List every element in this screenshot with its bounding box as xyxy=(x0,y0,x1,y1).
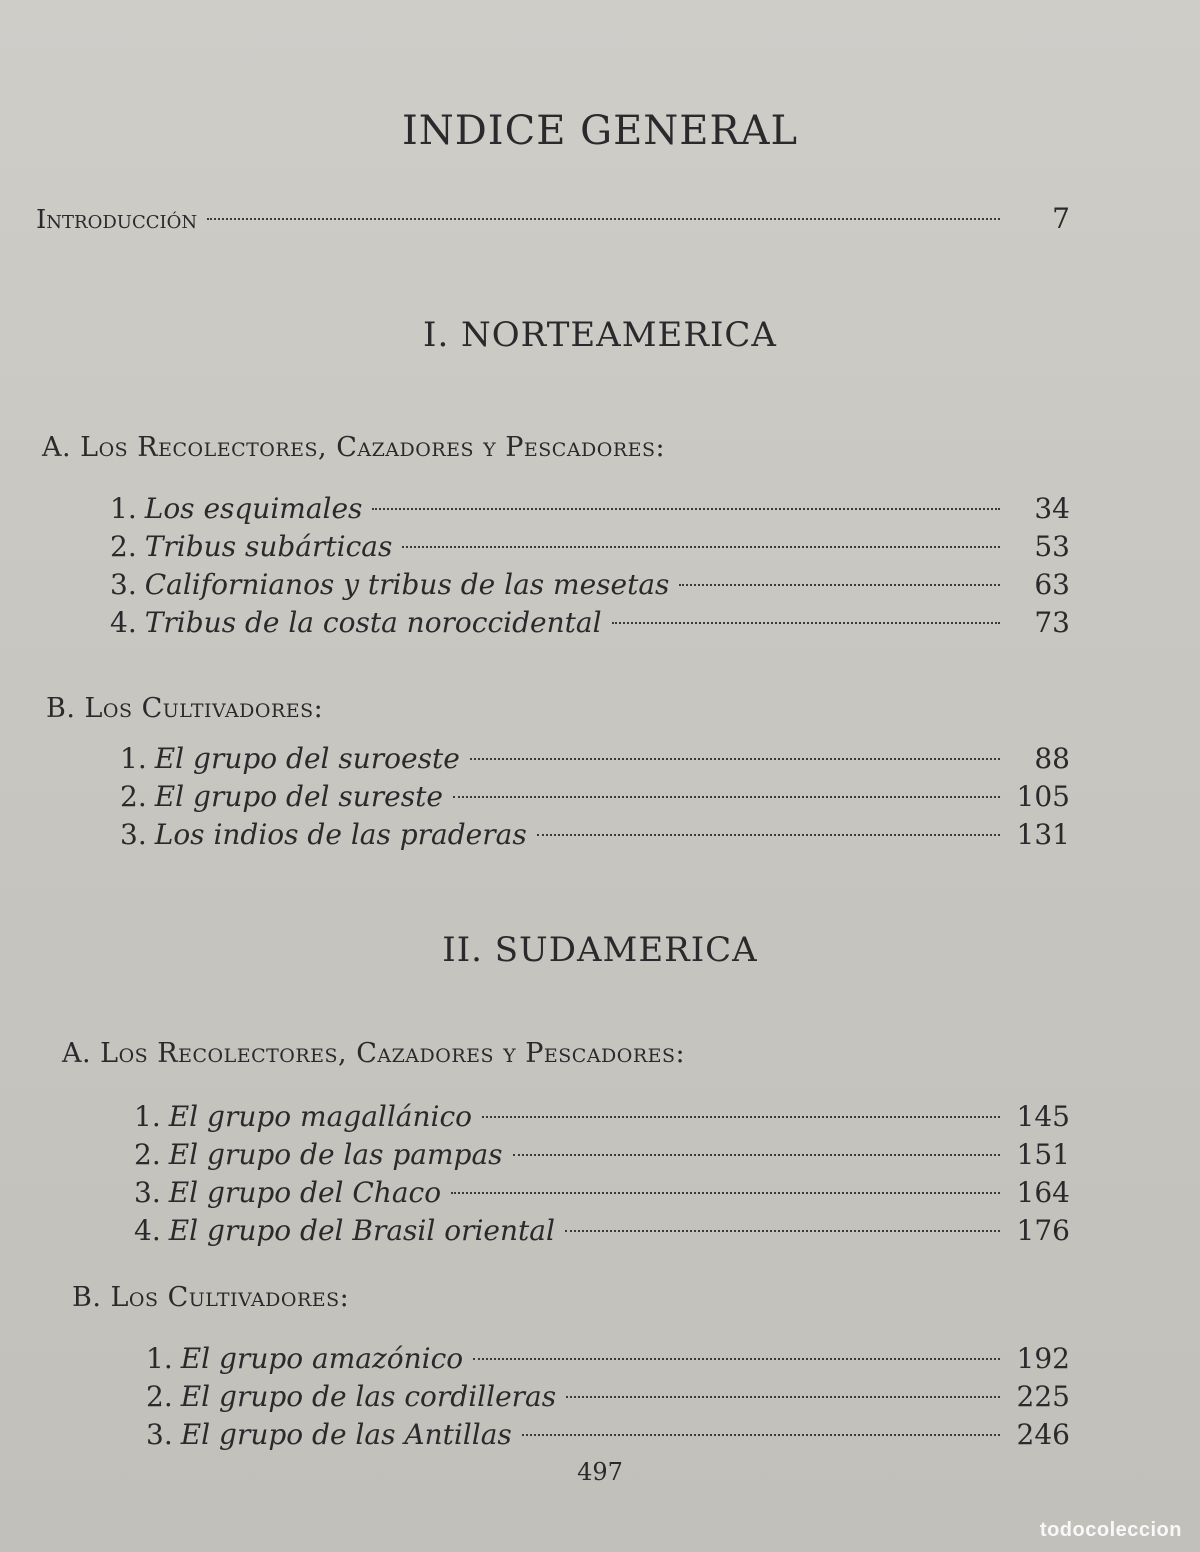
section-heading: A. Los Recolectores, Cazadores y Pescadores: xyxy=(62,1038,686,1069)
toc-entry xyxy=(110,568,1070,606)
leader-dots xyxy=(679,584,1000,586)
leader-dots xyxy=(453,796,1000,798)
part-heading-2: II. SUDAMERICA xyxy=(442,930,758,970)
toc-entry-label: 2. El grupo del sureste xyxy=(120,780,443,813)
toc-entry-label: 3. Californianos y tribus de las mesetas xyxy=(110,568,670,601)
toc-page-number: 88 xyxy=(1034,742,1070,775)
leader-dots xyxy=(470,758,1000,760)
leader-dots xyxy=(451,1192,1000,1194)
leader-dots xyxy=(513,1154,1000,1156)
toc-entry-label: 2. Tribus subárticas xyxy=(110,530,393,563)
section-heading: B. Los Cultivadores: xyxy=(72,1282,350,1313)
part-heading-1: I. NORTEAMERICA xyxy=(423,315,777,355)
toc-entry xyxy=(120,742,1070,780)
watermark-logo: todocoleccion xyxy=(1039,1519,1182,1541)
toc-page-number: 164 xyxy=(1016,1176,1070,1209)
leader-dots xyxy=(372,508,1000,510)
leader-dots xyxy=(566,1396,1000,1398)
toc-page-number: 73 xyxy=(1034,606,1070,639)
toc-entry-label: 3. El grupo de las Antillas xyxy=(146,1418,512,1451)
leader-dots xyxy=(482,1116,1000,1118)
leader-dots xyxy=(565,1230,1000,1232)
section-heading: B. Los Cultivadores: xyxy=(46,693,324,724)
toc-page-number: 246 xyxy=(1016,1418,1070,1451)
toc-entry-label: 1. El grupo magallánico xyxy=(134,1100,473,1133)
leader-dots xyxy=(473,1358,1000,1360)
toc-entry-label: 2. El grupo de las cordilleras xyxy=(146,1380,557,1413)
toc-entry-label: 4. El grupo del Brasil oriental xyxy=(134,1214,555,1247)
toc-entry-label: 3. El grupo del Chaco xyxy=(134,1176,442,1209)
section-heading: A. Los Recolectores, Cazadores y Pescadores: xyxy=(42,432,666,463)
toc-entry-label: 1. El grupo amazónico xyxy=(146,1342,464,1375)
leader-dots xyxy=(612,622,1000,624)
toc-entry xyxy=(146,1342,1070,1380)
toc-entry xyxy=(134,1138,1070,1176)
toc-page-number: 176 xyxy=(1016,1214,1070,1247)
page-folio: 497 xyxy=(577,1458,623,1486)
toc-entry xyxy=(120,780,1070,818)
toc-page-number: 131 xyxy=(1016,818,1070,851)
toc-entry xyxy=(146,1380,1070,1418)
toc-entry xyxy=(134,1176,1070,1214)
toc-entry xyxy=(134,1214,1070,1252)
toc-page-number: 34 xyxy=(1034,492,1070,525)
toc-page-number: 145 xyxy=(1016,1100,1070,1133)
toc-entry-label: Introducción xyxy=(36,205,198,235)
leader-dots xyxy=(402,546,1000,548)
toc-entry-label: 3. Los indios de las praderas xyxy=(120,818,527,851)
toc-entry-label: 1. El grupo del suroeste xyxy=(120,742,460,775)
toc-entry xyxy=(110,606,1070,644)
toc-entry-label: 1. Los esquimales xyxy=(110,492,363,525)
toc-entry xyxy=(146,1418,1070,1456)
toc-entry xyxy=(120,818,1070,856)
toc-page-number: 151 xyxy=(1016,1138,1070,1171)
toc-page-number: 225 xyxy=(1016,1380,1070,1413)
toc-entry-intro xyxy=(36,202,1070,240)
toc-entry xyxy=(134,1100,1070,1138)
toc-page-number: 105 xyxy=(1016,780,1070,813)
leader-dots xyxy=(207,218,1000,220)
toc-entry-label: 4. Tribus de la costa noroccidental xyxy=(110,606,602,639)
page-title: INDICE GENERAL xyxy=(401,108,799,154)
toc-entry-label: 2. El grupo de las pampas xyxy=(134,1138,503,1171)
toc-entry xyxy=(110,492,1070,530)
leader-dots xyxy=(522,1434,1000,1436)
toc-page-number: 7 xyxy=(1052,202,1070,235)
toc-page-number: 63 xyxy=(1034,568,1070,601)
leader-dots xyxy=(537,834,1000,836)
toc-page-number: 53 xyxy=(1034,530,1070,563)
toc-entry xyxy=(110,530,1070,568)
toc-page-number: 192 xyxy=(1016,1342,1070,1375)
